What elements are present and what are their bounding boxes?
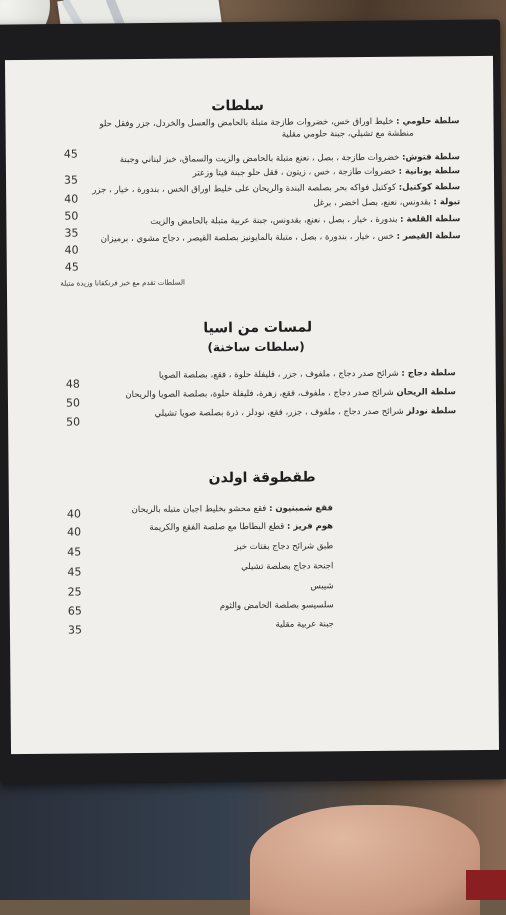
item-name: سلطة يونانية : [398, 166, 461, 177]
menu-item [159, 368, 456, 381]
item-price: 35 [63, 173, 79, 187]
item-desc: فقع محشو بخليط اجبان متبله بالريحان [131, 503, 267, 516]
section-title-asia: لمسات من اسيا [203, 319, 313, 337]
menu-item [155, 406, 457, 419]
menu-item [99, 116, 459, 129]
item-price: 35 [64, 226, 79, 240]
menu-item [220, 600, 334, 611]
item-desc: بقدونس، نعنع، بصل اخضر ، برغل [313, 197, 431, 209]
item-name: تبولة : [433, 197, 461, 208]
item-price: 25 [67, 585, 82, 599]
item-desc: بندورة ، خيار ، بصل ، نعنع، بقدونس، جبنة عربية متبلة بالحامض والزيت [150, 214, 398, 227]
item-price: 45 [67, 545, 82, 559]
item-desc: خضروات طازجة ، بصل ، نعنع متبلة بالحامض والزيت والسماق، خبز لبناني وجبنة [119, 152, 400, 166]
item-desc: شرائح صدر دجاج ، ملفوف ، جزر ، فليفلة حلوة ، فقع، بصلصة الصويا [158, 368, 399, 381]
item-name: سلطة القلعة : [400, 214, 461, 225]
menu-item [149, 521, 333, 533]
menu-item [234, 541, 333, 552]
item-desc: خس ، خيار ، بندورة ، بصل ، متبلة بالمايونيز بصلصة القيصر ، دجاج مشوي ، برميزان [100, 231, 394, 245]
menu-item [92, 182, 460, 195]
item-desc: خضروات طازجة ، خس ، زيتون ، فقل حلو جبنة فيتا وزعتر [192, 166, 396, 179]
item-price: 35 [67, 623, 83, 637]
section-title-salads: سلطات [211, 97, 264, 115]
item-name: سلطة فتوش: [402, 152, 460, 163]
item-desc: اجنحة دجاج بصلصة تشيلي [241, 561, 334, 573]
item-price: 40 [64, 243, 79, 257]
item-desc: شرائح صدر دجاج ، ملفوف ، جزر، فقع، نودلز ، ذرة بصلصة صويا تشيلي [154, 406, 404, 419]
item-price: 48 [65, 377, 80, 391]
item-price: 40 [64, 192, 79, 206]
item-price: 50 [66, 415, 81, 429]
red-cloth [466, 870, 506, 900]
item-name: فقع شمبنيون : [269, 503, 333, 514]
hand [250, 805, 480, 915]
item-desc: طبق شرائح دجاج بفتات خبز [234, 541, 334, 553]
item-desc: كوكتيل فواكه بحر بصلصة البندة والريحان على خليط اوراق الخس ، بندورة ، خيار ، جزر [92, 182, 397, 196]
section-subtitle: (سلطات ساخنة) [207, 339, 305, 355]
menu-item [310, 581, 333, 591]
item-name: سلطة القيصر : [396, 231, 461, 242]
menu-item [125, 387, 456, 400]
item-price: 45 [63, 147, 78, 161]
item-desc: جبنة عربية مقلية [275, 619, 334, 630]
item-price: 40 [66, 507, 82, 521]
item-desc: شرائح صدر دجاج ، ملفوف، فقع، زهرة، فليفلة حلوة، بصلصة الصويا والريحان [125, 387, 394, 401]
item-desc: خليط اوراق خس، خضروات طازجة متبلة بالحامض والعسل والخردل، جزر وفقل حلو [99, 116, 394, 130]
menu-item [313, 197, 460, 208]
item-name: سلطة كوكتيل: [398, 182, 461, 193]
item-price: 50 [64, 209, 79, 223]
item-name: سلطة الريحان [396, 387, 456, 398]
item-name: سلطة نودلز [406, 406, 457, 417]
item-price: 65 [67, 604, 82, 618]
item-desc: سلسيسو بصلصة الحامض والثوم [219, 600, 334, 612]
item-desc-continued: منطشة مع تشيلي، جبنة حلومي مقلية [281, 128, 414, 140]
menu-item [193, 166, 460, 178]
item-price: 40 [67, 525, 82, 539]
item-desc: شيبس [310, 581, 334, 592]
menu-item [275, 619, 333, 630]
menu-item [101, 231, 461, 244]
item-price: 45 [64, 260, 79, 274]
item-name: سلطة حلومي : [396, 116, 460, 127]
menu-page [5, 56, 499, 754]
item-desc: قطع البطاطا مع صلصة الفقع والكريمة [149, 521, 285, 533]
item-name: سلطة دجاج : [401, 368, 456, 379]
menu-item [132, 503, 333, 515]
section-title-appetizers: طقطوقة اولدن [208, 469, 316, 487]
menu-item [120, 152, 460, 165]
menu-item [150, 214, 460, 227]
item-price: 45 [67, 565, 82, 579]
salads-note: السلطات تقدم مع خبز فرنكفانا وزيدة متبلة [60, 278, 185, 288]
menu-item [241, 561, 333, 572]
item-price: 50 [65, 396, 81, 410]
item-name: هوم فريز : [286, 521, 334, 532]
